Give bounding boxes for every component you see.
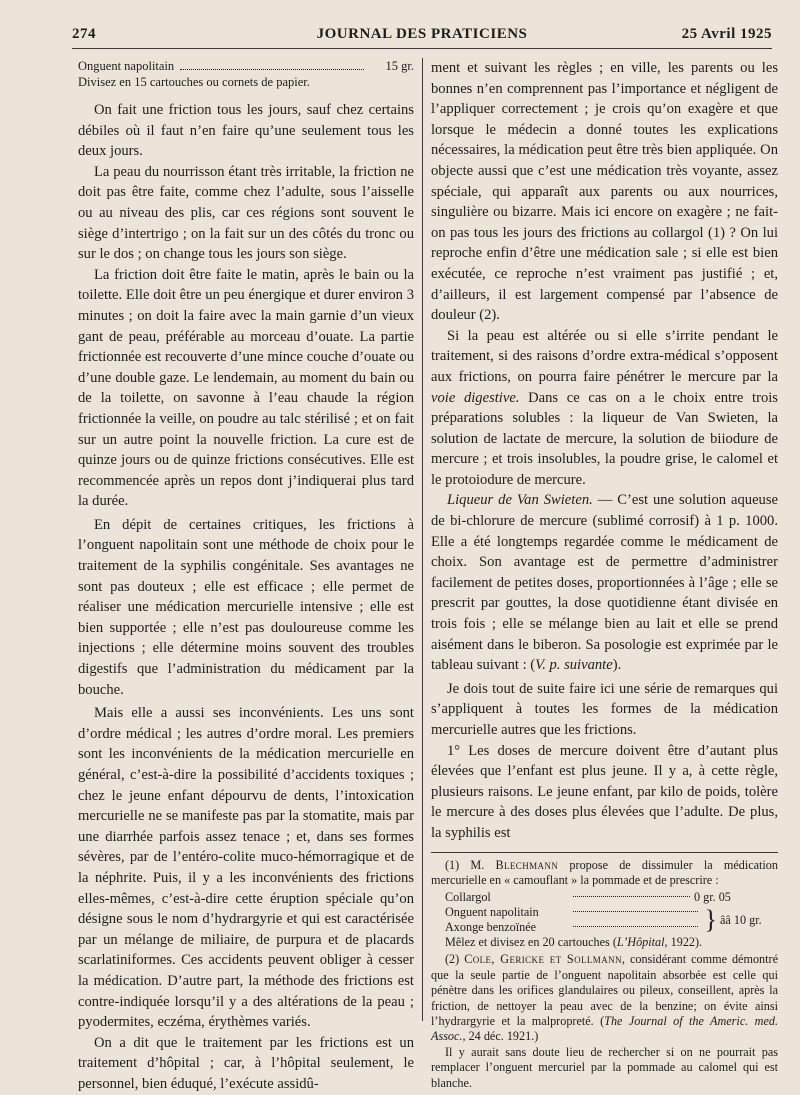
formula-quantity: 0 gr. 05	[694, 890, 731, 905]
leader-dots	[573, 926, 698, 927]
paragraph: En dépit de certaines critiques, les frictions à l’onguent napolitain sont une méthode de choix pour le traitement de la syphilis congénitale. Ses avantages ne sont pas douteux ; elle est efficace ; elle permet de réaliser une médication mercurielle intensive ; elle est bien supportée ; elle n’est pas douloureuse comme les injections ; elle détermine moins souvent des troubles digestifs que l’administration du médicament par la bouche.	[78, 516, 414, 698]
issue-date: 25 Avril 1925	[681, 26, 772, 42]
prescription-formula	[78, 58, 414, 90]
emphasis: V. p. suivante	[535, 657, 613, 674]
formula-ingredient: Onguent napolitain	[445, 905, 539, 920]
text-run: — C’est une solution aqueuse de bi-chlorure de mercure (sublimé corrosif) à 1 p. 1000. Elle a été longtemps regardée comme le médicament de choix. Son avantage est de permettre d’administrer facilement de petites doses, proportionnées à l’âge ; elle se prescrit par gouttes, la dose quotidienne étant divisée en trois fois ; elle se mélange bien au lait et elle se prend aisément dans le biberon. Sa posologie est exprimée par le tableau suivant : (	[431, 492, 778, 674]
right-column	[431, 58, 778, 1090]
text-run: Mêlez et divisez en 20 cartouches (	[445, 935, 617, 950]
footnote-1	[431, 858, 778, 889]
footnotes	[431, 852, 778, 1091]
formula-ingredient: Onguent napolitain	[78, 59, 175, 73]
footnote-2	[431, 952, 778, 1044]
text-run: Si la peau est altérée ou si elle s’irrite pendant le traitement, si des raisons d’ordre extra-médical s’opposent aux frictions, on pourra faire pénétrer le mercure par la	[431, 327, 778, 385]
leader-dots	[180, 58, 364, 70]
paragraph: ment et suivant les règles ; en ville, les parents ou les bonnes n’en comprennent pas l’importance et négligent de l’appliquer correctement ; je crois qu’on exagère et que lorsque le médecin a donné toutes les explications nécessaires, la médication peut être très bien appliquée. On objecte aussi que c’est une médication très voyante, assez spéciale, qui apparaît aux parents ou aux nourrices, singulière ou bizarre. Mais ici encore on exagère ; ne fait-on pas tous les jours des frictions au collargol (1) ? On lui reproche enfin d’être une médication sale ; si elle est bien exécutée, ce reproche n’est vraiment pas justifié ; et, d’ailleurs, il est largement compensé par l’absence de douleur (2).	[431, 60, 778, 324]
leader-dots	[573, 896, 690, 897]
left-column	[78, 58, 423, 1092]
text-run: (2)	[445, 952, 465, 967]
text-run: , considérant comme démontré que la seule partie de l’onguent napolitain absorbée est celle qui pénètre dans les orifices glandulaires ou pileux, conseillent, après la friction, de nettoyer la peau avec de la benzine; on évite ainsi l’hydrargyrie et la malpropreté. (	[431, 952, 778, 1028]
emphasis: voie digestive.	[431, 389, 520, 406]
formula-ingredient: Collargol	[445, 890, 491, 905]
paragraph: On fait une friction tous les jours, sauf chez certains débiles où il faut n’en faire qu’une seulement tous les deux jours.	[78, 102, 414, 160]
running-header	[72, 26, 772, 49]
author-name: Cole, Gericke et Sollmann	[464, 952, 622, 967]
paragraph: La friction doit être faite le matin, après le bain ou la toilette. Elle doit être un peu énergique et durer environ 3 minutes ; on doit la faire avec la main garnie d’un vieux gant de peau, préférable au morceau d’ouate. La partie frictionnée est recouverte d’une mince couche d’ouate ou d’une double gaze. Le lendemain, au moment du bain ou de la toilette, on savonne à l’eau chaude la région frictionnée la veille, on poudre au talc stérilisé ; et on fait sur un autre point la nouvelle friction. La cure est de quinze jours ou de quinze frictions consécutives. Elle est recommencée après un repos dont j’indiquerai plus tard la durée.	[78, 266, 414, 510]
paragraph: La peau du nourrisson étant très irritable, la friction ne doit pas être faite, comme chez l’adulte, sous l’aisselle ou au niveau des plis, car ces régions sont souvent le siège d’intertrigo ; on la fait sur un des côtés du tronc ou sur le dos ; on change tous les jours son siège.	[78, 163, 414, 263]
formula-ingredient: Axonge benzoïnée	[445, 920, 537, 935]
text-run: ).	[612, 657, 622, 674]
paragraph	[431, 326, 778, 491]
author-name: Blechmann	[495, 857, 559, 872]
page-number: 274	[72, 26, 96, 42]
formula-instruction: Divisez en 15 cartouches ou cornets de papier.	[78, 75, 310, 89]
paragraph	[431, 490, 778, 675]
text-run: , 1922).	[664, 935, 703, 950]
paragraph: Je dois tout de suite faire ici une série de remarques qui s’appliquent à toutes les formes de la médication mercurielle autres que les frictions.	[431, 680, 778, 738]
journal-title: JOURNAL DES PRATICIENS	[316, 26, 528, 42]
formula-quantity: ââ 10 gr.	[720, 912, 762, 927]
text-run: (1) M.	[445, 857, 496, 872]
paragraph: 1° Les doses de mercure doivent être d’autant plus élevées que l’enfant est plus jeune. Il y a, à cette règle, plusieurs raisons. Le jeune enfant, par kilo de poids, tolère le mercure à des doses plus élevées que l’adulte. De plus, la syphilis est	[431, 742, 778, 841]
paragraph: On a dit que le traitement par les frictions est un traitement d’hôpital ; car, à l’hôpital seulement, le personnel, bien éduqué, l’exécute assidû-	[78, 1034, 414, 1092]
footnote-3: Il y aurait sans doute lieu de rechercher si on ne pourrait pas remplacer l’onguent mercuriel par la pommade au calomel qui est blanche.	[431, 1044, 778, 1090]
paragraph: Mais elle a aussi ses inconvénients. Les uns sont d’ordre médical ; les autres d’ordre moral. Les premiers sont les inconvénients de la médication mercurielle en général, c’est-à-dire la possibilité d’accidents toxiques ; chez le jeune enfant dépourvu de dents, l’intoxication mercurielle ne se manifeste pas par la stomatite, mais par une diarrhée parfois assez tenace ; et, dans ses formes sévères, par de l’entéro-colite muco-hémorragique et de la néphrite. Puis, il y a les inconvénients des frictions elles-mêmes, c’est-à-dire cette éruption spéciale qu’on désigne sous le nom d’hydrargyrie et qui est caractérisée par un mélange de miliaire, de purpura et de placards scarlatiniformes. Ces accidents peuvent obliger à cesser la médication. D’autre part, la méthode des frictions est contre-indiquée lorsqu’il y a des altérations de la peau ; pyodermites, eczéma, érythèmes variés.	[78, 705, 414, 1031]
formula-instruction	[445, 935, 778, 950]
brace-icon: }	[704, 905, 717, 935]
text-run: , 24 déc. 1921.)	[462, 1029, 539, 1044]
footnote-formula	[445, 890, 778, 950]
text-run: propose de dissimuler la médication mercurielle en « camouflant » la pommade et de prescrire :	[431, 857, 778, 887]
emphasis: The Journal of the Americ. med. Assoc.	[431, 1014, 778, 1044]
leader-dots	[573, 911, 698, 912]
text-run: Dans ce cas on a le choix entre trois préparations solubles : la liqueur de Van Swieten, la solution de lactate de mercure, la solution de biiodure de mercure ; et trois insolubles, la poudre grise, le calomel et le protoiodure de mercure.	[431, 389, 778, 488]
formula-quantity: 15 gr.	[385, 59, 414, 73]
section-heading: Liqueur de Van Swieten.	[447, 492, 593, 509]
emphasis: L’Hôpital	[616, 935, 665, 950]
